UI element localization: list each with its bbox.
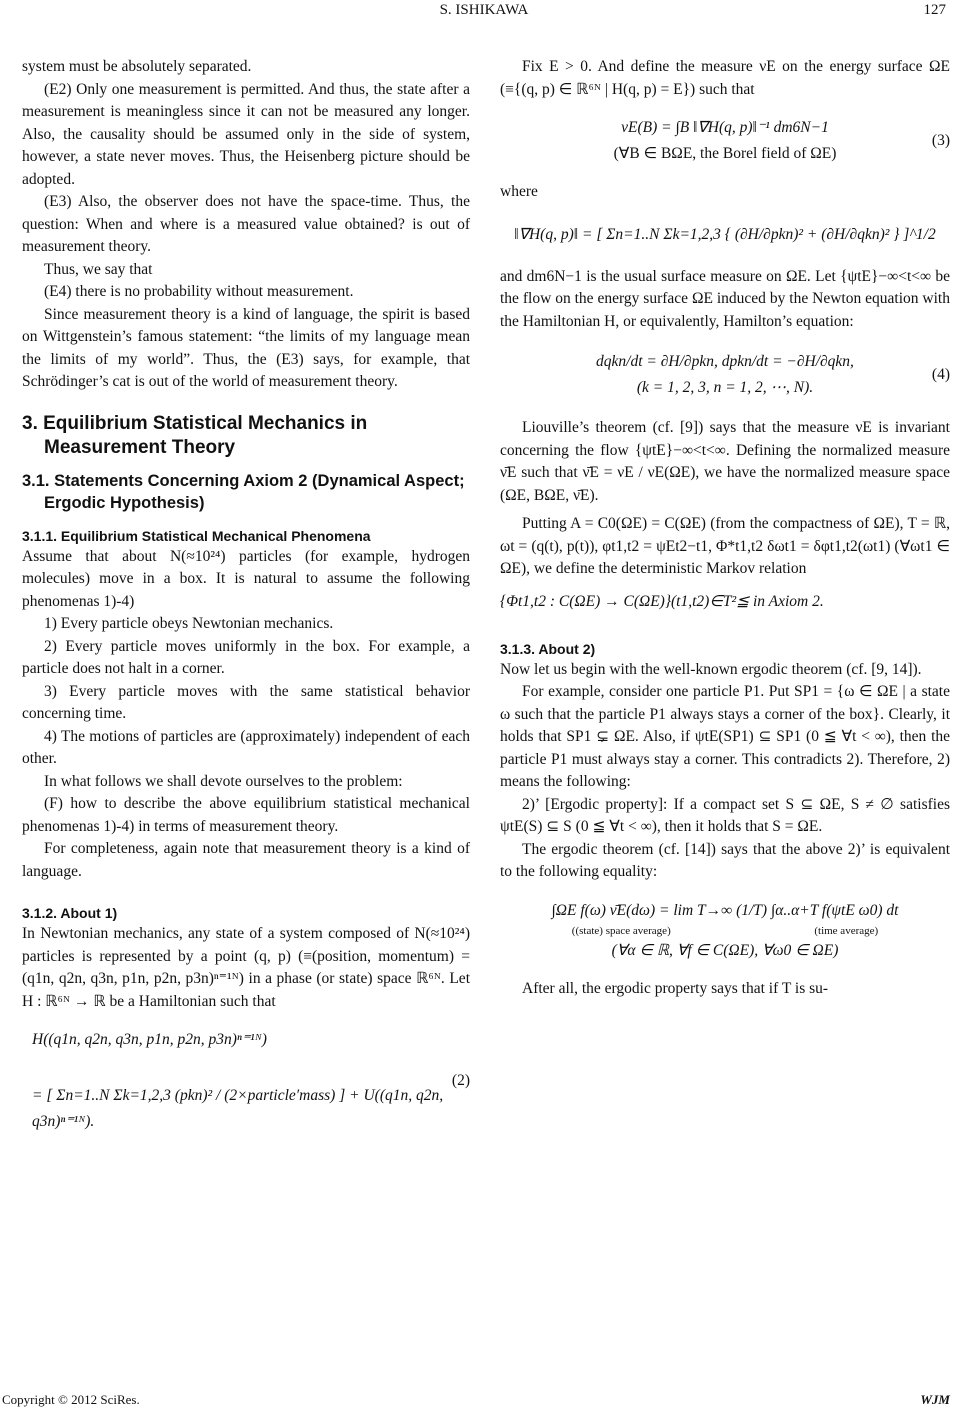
paragraph: (F) how to describe the above equilibrium statistical mechanical phenomenas 1)-4) in terms of measurement theory. [22,795,470,835]
equation-3 [500,115,950,167]
list-item: 2) Every particle moves uniformly in the box. For example, a particle does not halt in a corner. [22,637,470,677]
subsubsection-heading: 3.1.1. Equilibrium Statistical Mechanical Phenomena [22,527,371,544]
paragraph: Assume that about N(≈10²⁴) particles (for example, hydrogen molecules) move in a box. It is natural to assume the following phenomenas 1)-4) [22,547,470,610]
equation-annotation: ((state) space average) [571,924,671,937]
paragraph: For completeness, again note that measurement theory is a kind of language. [22,840,470,880]
paragraph: The ergodic theorem (cf. [14]) says that the above 2)’ is equivalent to the following equality: [500,840,950,880]
paragraph: Liouville’s theorem (cf. [9]) says that the measure νE is invariant concerning the flow {ψtE}−∞<t<∞. Defining the normalized measure ν̄E such that ν̄E = νE / νE(ΩE), we have the normalized measure space (ΩE, BΩE, ν̄E). [500,419,950,504]
paragraph: 2)’ [Ergodic property]: If a compact set S ⊆ ΩE, S ≠ ∅ satisfies ψtE(S) ⊆ S (0 ≦ ∀t < ∞), then it holds that S = ΩE. [500,795,950,835]
equation-number: (2) [451,1072,470,1089]
section-heading: 3. Equilibrium Statistical Mechanics in Measurement Theory [22,412,368,458]
equation-line: (k = 1, 2, 3, n = 1, 2, ⋯, N). [636,379,814,396]
paragraph: system must be absolutely separated. [22,58,252,75]
equation-line: ∫ΩE f(ω) ν̄E(dω) = lim T→∞ (1/T) ∫α..α+T f(ψtE ω0) dt [551,901,899,919]
equation-ergodic [500,898,950,964]
running-header-author: S. ISHIKAWA [439,2,529,18]
equation-annotation: (time average) [814,924,879,937]
paragraph: where [500,183,538,200]
paragraph: Thus, we say that [44,260,153,278]
paragraph: and dm6N−1 is the usual surface measure on ΩE. Let {ψtE}−∞<t<∞ be the flow on the energy surface ΩE induced by the Newton equation with the Hamiltonian H, or equivalently, Hamilton’s equation: [500,267,950,330]
right-column [500,56,950,1000]
equation-gradient-norm [500,222,950,248]
equation-4 [500,349,950,401]
paragraph: In what follows we shall devote ourselves to the problem: [44,772,403,790]
paragraph: For example, consider one particle P1. Put SP1 = {ω ∈ ΩE | a state ω such that the particle P1 always stays a corner of the box}. Clearly, it holds that SP1 ⊊ ΩE. Also, if ψtE(SP1) ⊆ SP1 (0 ≦ ∀t < ∞), then the particle P1 must always stay a corner. This contradicts 2). Therefore, 2) means the following: [500,683,950,790]
subsubsection-heading: 3.1.2. About 1) [22,905,118,921]
paragraph: Putting A = C0(ΩE) = C(ΩE) (from the compactness of ΩE), T = ℝ, ωt = (q(t), p(t)), φt1,t2 = ψEt2−t1, Φ*t1,t2 δωt1 = δφt1,t2(ωt1) (∀ωt1 ∈ ΩE), we define the deterministic Markov relation [500,515,950,577]
equation-line: ‖∇H(q, p)‖ = [ Σn=1..N Σk=1,2,3 { (∂H/∂pkn)² + (∂H/∂qkn)² } ]^1/2 [514,225,936,243]
footer-journal: WJM [920,1392,950,1407]
equation-2 [22,1027,470,1135]
paragraph: (E2) Only one measurement is permitted. And thus, the state after a measurement is meaningless since it can not be measured any longer. Also, the causality should be assumed only in the side of system, however, a state never moves. Thus, the Heisenberg picture should be adopted. [22,80,470,188]
equation-line: (∀α ∈ ℝ, ∀f ∈ C(ΩE), ∀ω0 ∈ ΩE) [611,941,839,959]
paragraph: Now let us begin with the well-known ergodic theorem (cf. [9, 14]). [500,660,922,678]
equation-line: H((q1n, q2n, q3n, p1n, p2n, p3n)ⁿ⁼¹ᴺ) [32,1031,267,1048]
equation-number: (3) [931,132,950,149]
list-item: 4) The motions of particles are (approximately) independent of each other. [22,727,470,767]
paragraph: After all, the ergodic property says that if T is su- [522,979,829,997]
equation-markov-relation [500,589,950,615]
page-number: 127 [923,2,946,18]
equation-line: dqkn/dt = ∂H/∂pkn, dpkn/dt = −∂H/∂qkn, [596,353,854,370]
paragraph: (E4) there is no probability without measurement. [44,283,354,300]
equation-line: {Φt1,t2 : C(ΩE) → C(ΩE)}(t1,t2)∈T²≦ in Axiom 2. [500,592,824,610]
subsection-heading: 3.1. Statements Concerning Axiom 2 (Dynamical Aspect; Ergodic Hypothesis) [22,471,465,512]
paragraph: In Newtonian mechanics, any state of a system composed of N(≈10²⁴) particles is represented by a point (q, p) (≡(position, momentum) = (q1n, q2n, q3n, p1n, p2n, p3n)ⁿ⁼¹ᴺ) in a phase (or state) space ℝ⁶ᴺ. Let H : ℝ⁶ᴺ → ℝ be a Hamiltonian such that [22,925,470,1010]
list-item: 3) Every particle moves with the same statistical behavior concerning time. [22,682,470,722]
equation-line: = [ Σn=1..N Σk=1,2,3 (pkn)² / (2×particle′mass) ] + U((q1n, q2n, q3n)ⁿ⁼¹ᴺ). [32,1087,444,1130]
left-column [22,56,470,1143]
paragraph: (E3) Also, the observer does not have the space-time. Thus, the question: When and where is a measured value obtained? is out of measurement theory. [22,193,470,255]
equation-line: νE(B) = ∫B ‖∇H(q, p)‖⁻¹ dm6N−1 [621,119,829,136]
subsubsection-heading: 3.1.3. About 2) [500,640,596,657]
equation-line: (∀B ∈ BΩE, the Borel field of ΩE) [613,145,837,162]
paragraph: Since measurement theory is a kind of language, the spirit is based on Wittgenstein’s famous statement: “the limits of my language mean the limits of my world”. Thus, the (E3) says, for example, that Schrödinger’s cat is out of the world of measurement theory. [22,305,470,390]
equation-number: (4) [931,366,950,383]
paragraph: Fix E > 0. And define the measure νE on the energy surface ΩE (≡{(q, p) ∈ ℝ⁶ᴺ | H(q, p) = E}) such that [500,58,950,98]
footer-copyright: Copyright © 2012 SciRes. [2,1392,140,1407]
list-item: 1) Every particle obeys Newtonian mechanics. [44,615,334,632]
